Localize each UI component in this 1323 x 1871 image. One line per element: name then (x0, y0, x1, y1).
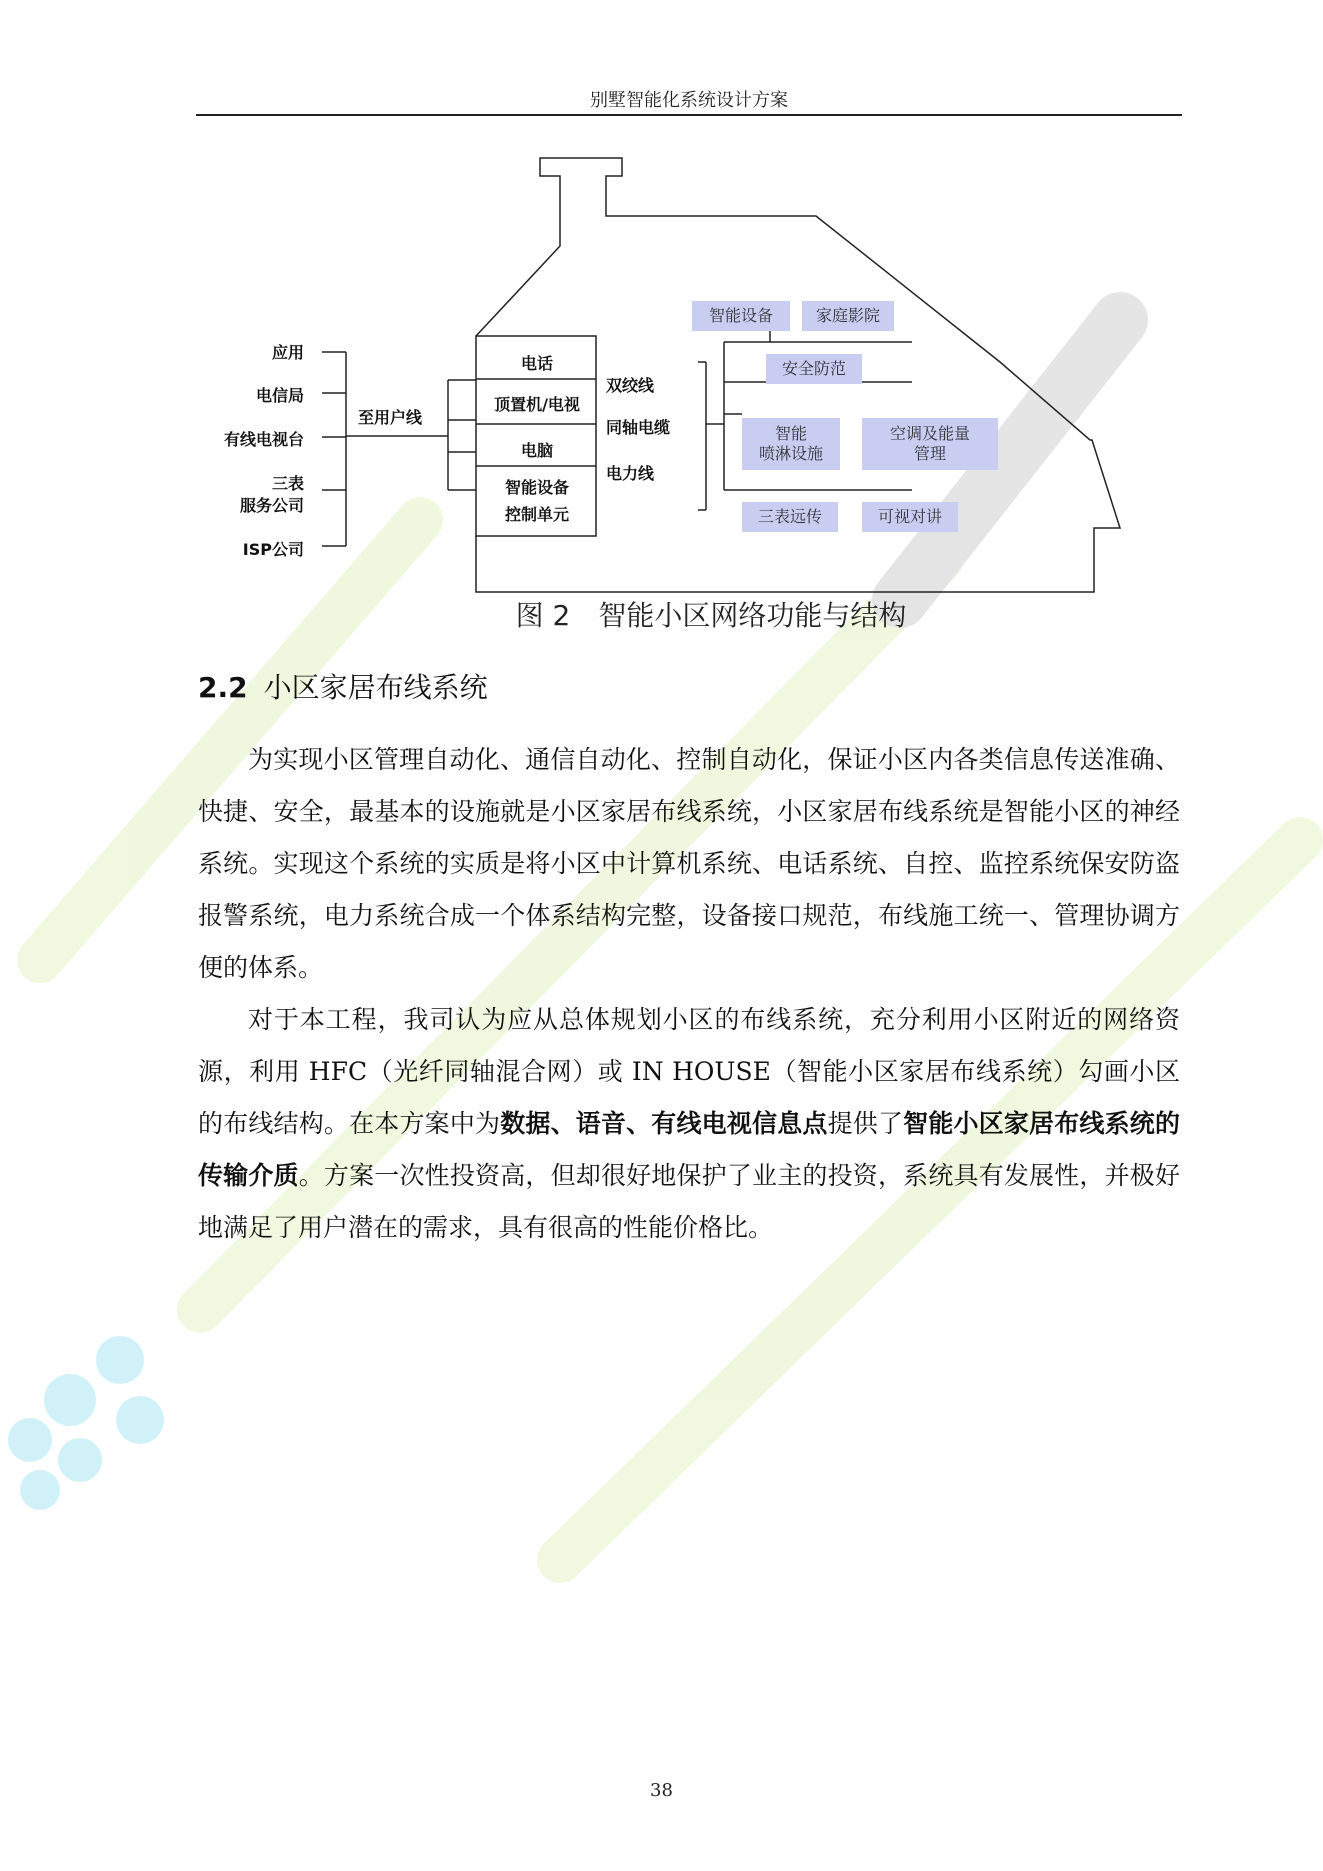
diagram-lines (0, 0, 1323, 640)
hvac-line2: 管理 (913, 444, 946, 463)
cable-coax: 同轴电缆 (606, 418, 671, 437)
function-box-security: 安全防范 (766, 354, 862, 384)
left-item-telecom: 电信局 (255, 386, 304, 405)
cable-power-line: 电力线 (606, 464, 655, 483)
function-box-sprinkler (742, 418, 840, 470)
figure-caption: 图 2 智能小区网络功能与结构 (515, 599, 907, 632)
left-item-utility-line1: 三表 (271, 474, 304, 493)
p2-text-3: 。方案一次性投资高，但却很好地保护了业主的投资，系统具有发展性，并极好地满足了用户潜在的需求，具有很高的性能价格比。 (198, 1161, 1180, 1242)
paragraph-1: 为实现小区管理自动化、通信自动化、控制自动化，保证小区内各类信息传送准确、快捷、安全，最基本的设施就是小区家居布线系统，小区家居布线系统是智能小区的神经系统。实现这个系统的实质是将小区中计算机系统、电话系统、自控、监控系统保安防盗报警系统，电力系统合成一个体系结构完整，设备接口规范，布线施工统一、管理协调方便的体系。 (198, 745, 1180, 982)
hvac-line1: 空调及能量 (889, 424, 970, 443)
function-box-intercom: 可视对讲 (862, 502, 958, 532)
watermark-flower-icon (8, 1336, 164, 1510)
center-box-stb-tv: 顶置机/电视 (494, 395, 580, 414)
p2-bold-1: 数据、语音、有线电视信息点 (500, 1109, 828, 1138)
p2-text-2: 提供了 (827, 1109, 904, 1138)
cable-twisted-pair: 双绞线 (606, 376, 655, 395)
function-box-hvac (862, 418, 998, 470)
body-text (198, 734, 1180, 1254)
center-box-phone: 电话 (520, 354, 553, 373)
center-box-controller-line1: 智能设备 (504, 478, 569, 497)
left-item-cable-tv: 有线电视台 (223, 430, 304, 449)
section-heading (198, 666, 488, 706)
p2-bold-2: 智能小区家居布线系统的传输介质 (198, 1109, 1180, 1190)
function-box-meter-reading: 三表远传 (742, 502, 838, 532)
section-number: 2.2 (198, 671, 248, 704)
function-box-home-theater: 家庭影院 (802, 301, 894, 331)
center-box-computer: 电脑 (520, 441, 553, 460)
running-header: 别墅智能化系统设计方案 (590, 90, 788, 111)
sprinkler-line2: 喷淋设施 (758, 444, 823, 463)
trunk-label: 至用户线 (358, 408, 423, 427)
left-item-application: 应用 (271, 343, 304, 362)
function-box-smart-devices: 智能设备 (692, 301, 790, 331)
section-title: 小区家居布线系统 (263, 671, 488, 704)
center-box-controller-line2: 控制单元 (504, 505, 569, 524)
left-item-isp: ISP公司 (242, 540, 304, 559)
sprinkler-line1: 智能 (774, 424, 807, 443)
page-number: 38 (650, 1780, 673, 1801)
left-item-utility-line2: 服务公司 (239, 496, 304, 515)
p2-text-1: 对于本工程，我司认为应从总体规划小区的布线系统，充分利用小区附近的网络资源，利用 HFC（光纤同轴混合网）或 IN HOUSE（智能小区家居布线系统）勾画小区的布线结构。在本方案中为 (198, 1005, 1180, 1138)
network-structure-diagram (0, 0, 1323, 640)
paragraph-2 (198, 994, 1180, 1254)
